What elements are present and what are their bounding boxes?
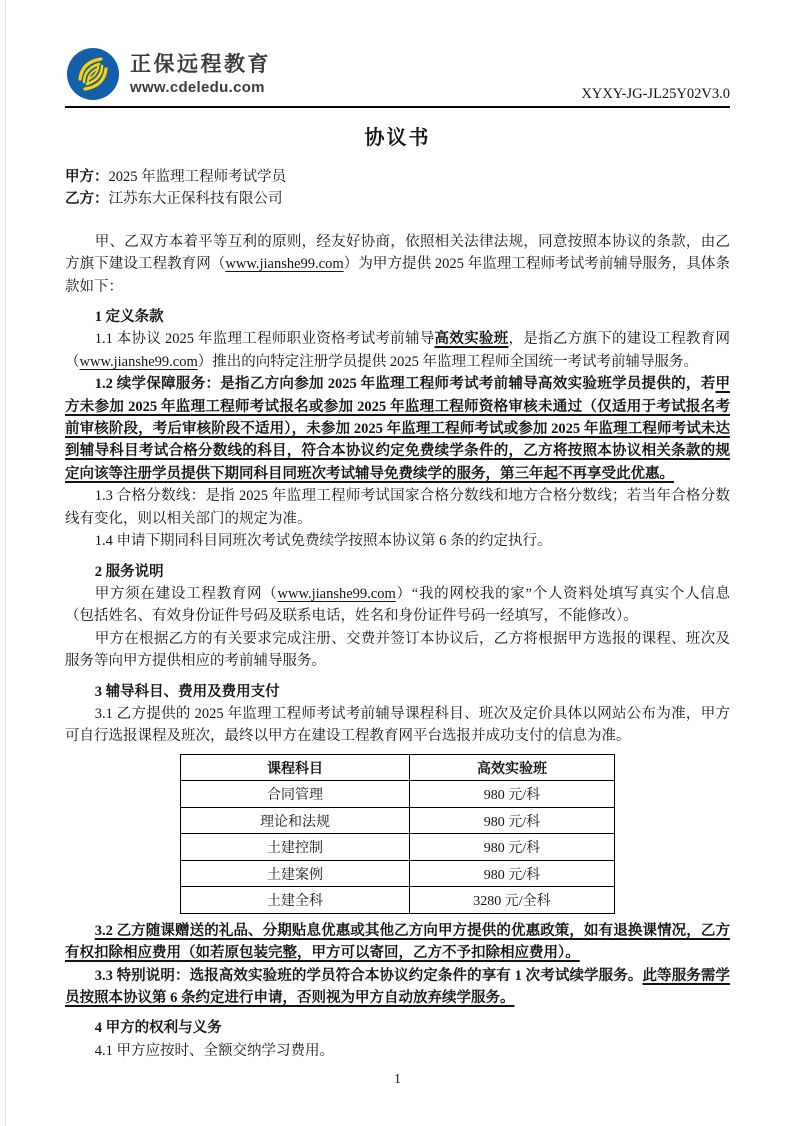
text-segment: 甲方须在建设工程教育网（ [94,585,278,602]
table-cell: 980 元/科 [410,781,615,808]
clause-3-2 [65,920,730,965]
party-line-1 [65,166,730,188]
clause-2-b [65,628,730,673]
logo-text-block [130,52,271,97]
logo-brand-name: 正保远程教育 [130,52,271,76]
table-cell: 理论和法规 [181,807,410,834]
table-row [181,807,615,834]
text-segment: 3.3 特别说明：选报高效实验班的学员符合本协议约定条件的享有 1 次考试续学服务。 [94,967,643,984]
table-cell: 3280 元/全科 [410,887,615,914]
text-segment: 高效实验班 [434,331,509,348]
text-segment: 4.1 甲方应按时、全额交纳学习费用。 [94,1042,334,1059]
clause-3-3 [65,965,730,1010]
table-row [181,834,615,861]
text-segment: 2 服务说明 [94,563,164,580]
text-segment: ，是指乙方旗下的建设工程教育网（ [65,331,731,370]
party-value: 2025 年监理工程师考试学员 [108,169,287,185]
price-table [180,754,615,914]
text-segment: 1 定义条款 [94,309,164,326]
text-segment: 1.4 申请下期同科目同班次考试免费续学按照本协议第 6 条的约定执行。 [94,533,552,550]
table-cell: 合同管理 [181,781,410,808]
url-text: www.jianshe99.com [79,353,198,370]
party-label: 甲方： [65,169,109,185]
text-segment: 1.2 续学保障服务：是指乙方向参加 2025 年监理工程师考试考前辅导高效实验班学员提供的，若 [94,376,716,393]
table-cell: 土建全科 [181,887,410,914]
page-number: 1 [394,1071,401,1087]
text-segment: ）推出的向特定注册学员提供 2025 年监理工程师全国统一考试考前辅导服务。 [197,353,699,370]
text-segment: 3.2 乙方随课赠送的礼品、分期贴息优惠或其他乙方向甲方提供的优惠政策，如有退换课情况，乙方有权扣除相应费用（如若原包装完整，甲方可以寄回，乙方不予扣除相应费用）。 [65,922,730,962]
section-2-heading [65,561,730,583]
url-text: www.jianshe99.com [225,256,344,273]
logo-website: www.cdeledu.com [130,78,265,96]
party-label: 乙方： [65,191,109,208]
table-row [181,860,615,887]
table-row [181,781,615,808]
text-segment: 3.1 乙方提供的 2025 年监理工程师考试考前辅导课程科目、班次及定价具体以网站公布为准，甲方可自行选报课程及班次，最终以甲方在建设工程教育网平台选报并成功支付的信息为准。 [65,705,730,745]
clause-3-1 [65,703,730,748]
table-header-row [181,754,615,781]
page-title: 协议书 [364,127,431,149]
parties [65,166,730,211]
document-code: XYXY-JG-JL25Y02V3.0 [581,86,730,102]
party-value: 江苏东大正保科技有限公司 [108,191,283,208]
text-segment: 甲方在根据乙方的有关要求完成注册、交费并签订本协议后，乙方将根据甲方选报的课程、班次及服务等向甲方提供相应的考前辅导服务。 [65,630,730,670]
text-segment: 4 甲方的权利与义务 [94,1020,222,1037]
text-segment: 1.3 合格分数线：是指 2025 年监理工程师考试国家合格分数线和地方合格分数线；若当年合格分数线有变化，则以相关部门的规定为准。 [65,488,730,527]
table-header-cell: 课程科目 [181,754,410,781]
clause-1-4 [65,530,730,552]
url-text: www.jianshe99.com [277,585,396,602]
text-segment: ）为甲方提供 2025 年监理工程师考试考前辅导服务，具体条款如下： [65,256,731,295]
text-segment: 3 辅导科目、费用及费用支付 [94,683,280,700]
table-cell: 土建案例 [181,860,410,887]
table-cell: 980 元/科 [410,807,615,834]
clause-1-2 [65,373,730,485]
text-segment: ）“我的网校我的家”个人资料处填写真实个人信息（包括姓名、有效身份证件号码及联系电话，姓名和身份证件号码一经填写，不能修改）。 [65,585,731,625]
table-cell: 980 元/科 [410,834,615,861]
table-header-cell: 高效实验班 [410,754,615,781]
text-segment: 甲、乙双方本着平等互利的原则，经友好协商，依照相关法律法规，同意按照本协议的条款，由乙方旗下建设工程教育网（ [65,233,730,273]
section-3-heading [65,681,730,703]
clause-1-3 [65,485,730,530]
party-line-2 [65,188,730,210]
clause-4-1 [65,1040,730,1062]
text-segment: 1.1 本协议 2025 年监理工程师职业资格考试考前辅导 [94,331,435,348]
table-row [181,887,615,914]
clause-2-a [65,583,730,628]
table-cell: 土建控制 [181,834,410,861]
text-segment: 甲方未参加 2025 年监理工程师考试报名或参加 2025 年监理工程师资格审核未通过（仅适用于考试报名考前审核阶段，考后审核阶段不适用），未参加 2025 年监理工程师考试或参加 2025 年监理工程师考试未达到辅导科目考试合格分数线的科目，符合本协议约定免费续学条件的，乙方将按照本协议相关条款的规定向该等注册学员提供下期同科目同班次考试辅导免费续学的服务，第三年起不再享受此优惠。 [65,376,730,482]
text-segment: 此等服务需学员按照本协议第 6 条约定进行申请，否则视为甲方自动放弃续学服务。 [65,967,731,1006]
section-4-heading [65,1017,730,1039]
document-header [65,0,730,108]
clause-1-1 [65,328,730,373]
table-cell: 980 元/科 [410,860,615,887]
intro-paragraph [65,231,730,298]
document-body [65,231,730,1062]
logo-swirl-icon [65,46,121,102]
section-1-heading [65,306,730,328]
scan-edge-line [5,0,6,1126]
